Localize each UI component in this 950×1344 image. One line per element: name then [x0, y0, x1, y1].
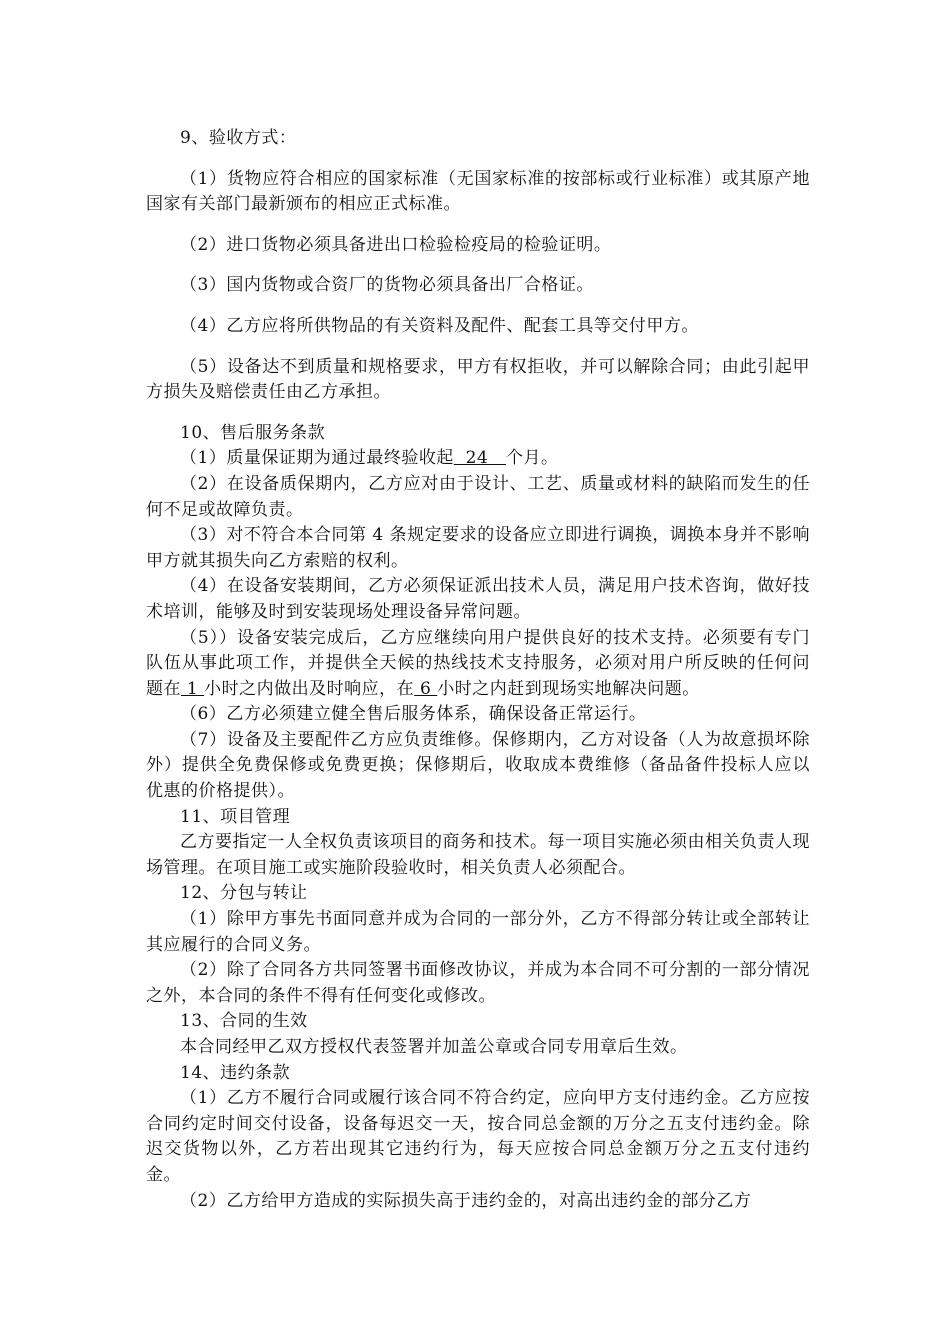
section-12-title: 12、分包与转让	[180, 883, 308, 904]
document-page	[146, 126, 810, 1214]
section-9-item-5: （5）设备达不到质量和规格要求，甲方有权拒收，并可以解除合同；由此引起甲方损失及赔偿责任由乙方承担。	[146, 356, 810, 403]
section-10-item-4: （4）在设备安装期间，乙方必须保证派出技术人员，满足用户技术咨询，做好技术培训，能够及时到安装现场处理设备异常问题。	[146, 576, 810, 622]
section-9-item-4: （4）乙方应将所供物品的有关资料及配件、配套工具等交付甲方。	[180, 315, 699, 336]
section-13-title: 13、合同的生效	[180, 1011, 308, 1032]
section-9-item-3: （3）国内货物或合资厂的货物必须具备出厂合格证。	[180, 275, 594, 296]
section-10-item-2: （2）在设备质保期内，乙方应对由于设计、工艺、质量或材料的缺陷而发生的任何不足或故障负责。	[146, 473, 810, 520]
section-12-item-1: （1）除甲方事先书面同意并成为合同的一部分外，乙方不得部分转让或全部转让其应履行的合同义务。	[146, 909, 810, 955]
section-10-item-1: （1）质量保证期为通过最终验收起 24 个月。	[180, 448, 559, 469]
section-10-title: 10、售后服务条款	[180, 422, 326, 443]
section-14-item-2: （2）乙方给甲方造成的实际损失高于违约金的，对高出违约金的部分乙方	[180, 1190, 752, 1211]
section-9-item-2: （2）进口货物必须具备进出口检验检疫局的检验证明。	[180, 234, 612, 255]
section-10-item-7: （7）设备及主要配件乙方应负责维修。保修期内，乙方对设备（人为故意损坏除外）提供全免费保修或免费更换；保修期后，收取成本费维修（备品备件投标人应以优惠的价格提供）。	[146, 729, 810, 802]
warranty-months: 24	[453, 448, 506, 469]
section-13-body: 本合同经甲乙双方授权代表签署并加盖公章或合同专用章后生效。	[180, 1037, 688, 1057]
section-10-item-6: （6）乙方必须建立健全售后服务体系，确保设备正常运行。	[180, 704, 647, 725]
section-14-item-1: （1）乙方不履行合同或履行该合同不符合约定，应向甲方支付违约金。乙方应按合同约定时间交付设备，设备每迟交一天，按合同总金额的万分之五支付违约金。除迟交货物以外，乙方若出现其它违约行为，每天应按合同总金额万分之五支付违约金。	[146, 1088, 810, 1185]
section-11-body: 乙方要指定一人全权负责该项目的商务和技术。每一项目实施必须由相关负责人现场管理。在项目施工或实施阶段验收时，相关负责人必须配合。	[146, 832, 810, 878]
section-9-title: 9、验收方式：	[180, 128, 297, 148]
section-14-title: 14、违约条款	[180, 1062, 291, 1083]
section-11-title: 11、项目管理	[180, 806, 291, 827]
section-12-item-2: （2）除了合同各方共同签署书面修改协议，并成为本合同不可分割的一部分情况之外，本合同的条件不得有任何变化或修改。	[146, 960, 810, 1006]
section-10-item-3: （3）对不符合本合同第 4 条规定要求的设备应立即进行调换，调换本身并不影响甲方就其损失向乙方索赔的权利。	[146, 525, 810, 571]
response-hours: 1	[181, 678, 205, 699]
section-10-item-5: （5））设备安装完成后，乙方应继续向用户提供良好的技术支持。必须要有专门队伍从事此项工作，并提供全天候的热线技术支持服务，必须对用户所反映的任何问题在 1 小时之内做出及时响应，在 6 小时之内赶到现场实地解决问题。	[146, 627, 810, 699]
onsite-hours: 6	[414, 678, 438, 699]
section-9-item-1: （1）货物应符合相应的国家标准（无国家标准的按部标或行业标准）或其原产地国家有关部门最新颁布的相应正式标准。	[146, 168, 810, 215]
